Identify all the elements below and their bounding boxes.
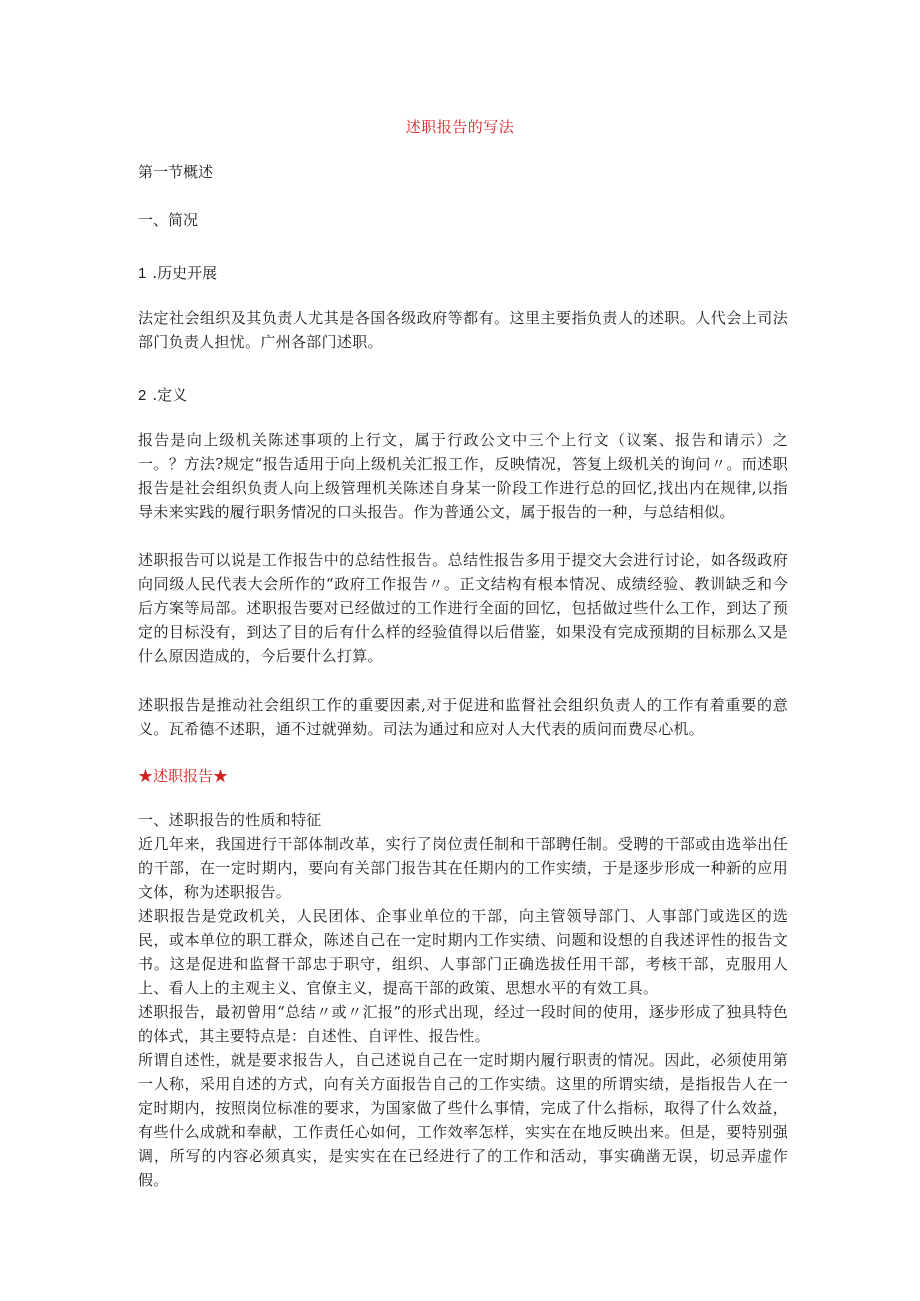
section2-paragraph-c: 述职报告，最初曾用“总结〃或〃汇报”的形式出现，经过一段时间的使用，逐步形成了独具特色的体式，其主要特点是：自述性、自评性、报告性。 xyxy=(138,1003,788,1045)
item2-label: .定义 xyxy=(152,386,188,404)
subsection-heading: 一、简况 xyxy=(138,211,199,229)
item1-number: 1 xyxy=(138,265,147,282)
paragraph-3: 述职报告可以说是工作报告中的总结性报告。总结性报告多用于提交大会进行讨论，如各级政府向同级人民代表大会所作的“政府工作报告〃。正文结构有根本情况、成绩经验、教训缺乏和今后方案等局部。述职报告要对已经做过的工作进行全面的回忆，包括做过些什么工作，到达了预定的目标没有，到达了目的后有什么样的经验值得以后借鉴，如果没有完成预期的目标那么又是什么原因造成的，今后要什么打算。 xyxy=(138,551,788,665)
red-star-heading: ★述职报告★ xyxy=(138,767,229,785)
paragraph-4: 述职报告是推动社会组织工作的重要因素,对于促进和监督社会组织负责人的工作有着重要的意义。瓦希德不述职，通不过就弹劾。司法为通过和应对人大代表的质问而费尽心机。 xyxy=(138,696,788,738)
item1-label: .历史开展 xyxy=(152,264,218,282)
item2-paragraph: 报告是向上级机关陈述事项的上行文，属于行政公文中三个上行文（议案、报告和请示）之一。？方法?规定“报告适用于向上级机关汇报工作，反映情况，答复上级机关的询问〃。而述职报告是社会组织负责人向上级管理机关陈述自身某一阶段工作进行总的回忆,找出内在规律,以指导未来实践的履行职务情况的口头报告。作为普通公文，属于报告的一种，与总结相似。 xyxy=(138,431,788,521)
section2-paragraph-d: 所谓自述性，就是要求报告人，自己述说自己在一定时期内履行职责的情况。因此，必须使用第一人称，采用自述的方式，向有关方面报告自己的工作实绩。这里的所谓实绩，是指报告人在一定时期内，按照岗位标准的要求，为国家做了些什么事情，完成了什么指标，取得了什么效益，有些什么成就和奉献，工作责任心如何，工作效率怎样，实实在在地反映出来。但是，要特别强调，所写的内容必须真实，是实实在在已经进行了的工作和活动，事实确凿无误，切忌弄虚作假。 xyxy=(138,1051,788,1189)
item2-number: 2 xyxy=(138,387,147,404)
section-heading: 第一节概述 xyxy=(138,163,214,181)
item1-heading xyxy=(138,261,217,286)
section2-heading: 一、述职报告的性质和特征 xyxy=(138,811,322,829)
section2-paragraph-a: 近几年来，我国进行干部体制改革，实行了岗位责任制和干部聘任制。受聘的干部或由选举出任的干部，在一定时期内，要向有关部门报告其在任期内的工作实绩，于是逐步形成一种新的应用文体，称为述职报告。 xyxy=(138,835,788,901)
section2-paragraph-b: 述职报告是党政机关，人民团体、企事业单位的干部，向主管领导部门、人事部门或选区的选民，或本单位的职工群众，陈述自己在一定时期内工作实绩、问题和设想的自我述评性的报告文书。这是促进和监督干部忠于职守，组织、人事部门正确选拔任用干部，考核干部，克服用人上、看人上的主观主义、官僚主义，提高干部的政策、思想水平的有效工具。 xyxy=(138,907,788,997)
item1-paragraph: 法定社会组织及其负责人尤其是各国各级政府等都有。这里主要指负责人的述职。人代会上司法部门负责人担忧。广州各部门述职。 xyxy=(138,309,788,351)
item2-heading xyxy=(138,383,187,408)
document-title: 述职报告的写法 xyxy=(405,118,515,136)
section2-body xyxy=(138,808,788,1192)
